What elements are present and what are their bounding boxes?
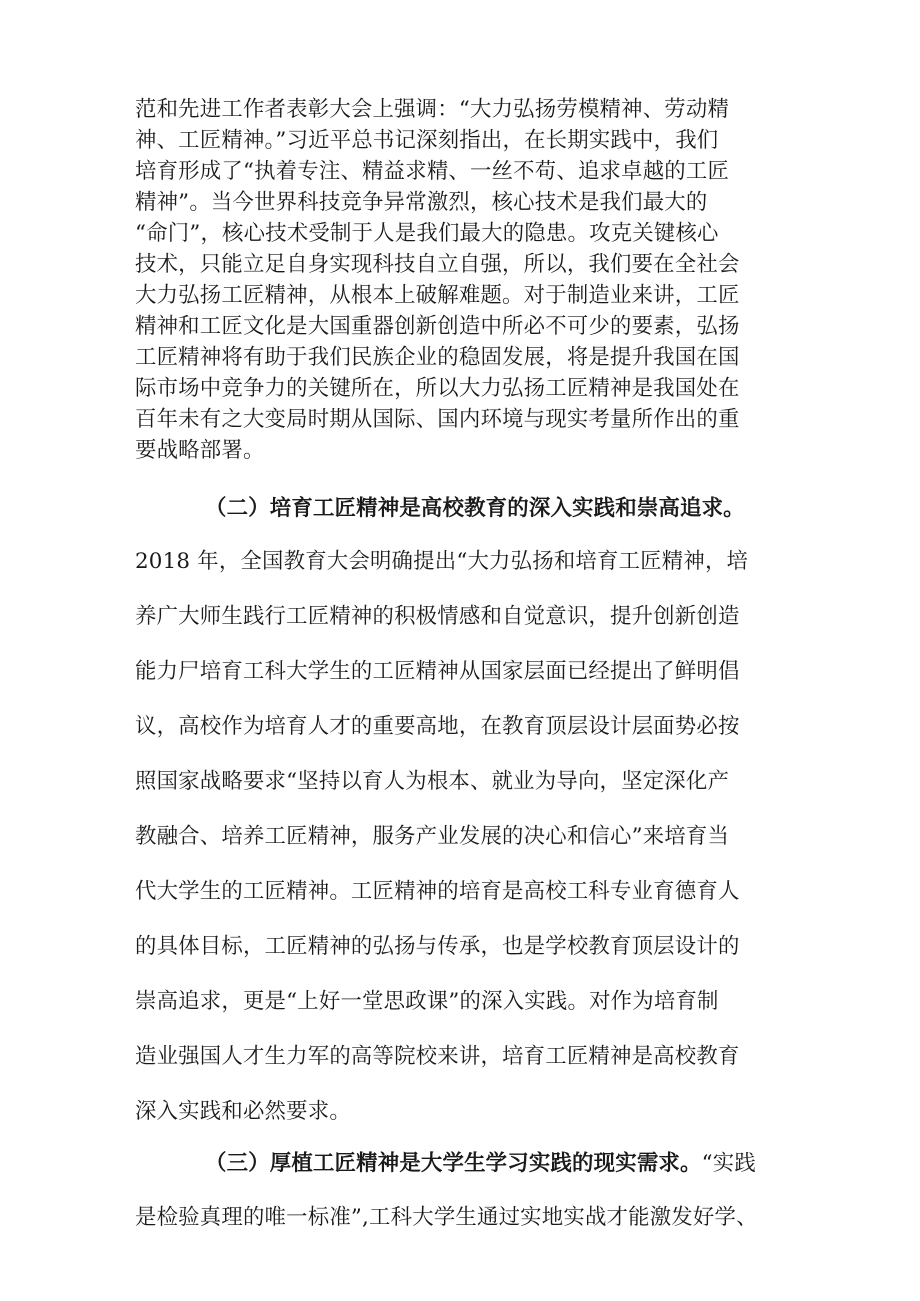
text-line: 技术，只能立足自身实现科技自立自强，所以，我们要在全社会 [135,252,740,277]
text-line: 培育形成了“执着专注、精益求精、一丝不苟、追求卓越的工匠 [135,159,730,184]
text-line: 是检验真理的唯一标准”,工科大学生通过实地实战才能激发好学、 [135,1205,758,1230]
text-line: 深入实践和必然要求。 [135,1099,351,1124]
text-line: 精神”。当今世界科技竞争异常激烈，核心技术是我们最大的 [135,190,708,215]
text-line: 2018 年，全国教育大会明确提出“大力弘扬和培育工匠精神，培 [135,549,749,574]
text-line: 崇高追求，更是“上好一堂思政课”的深入实践。对作为培育制 [135,989,719,1014]
text-line: 际市场中竞争力的关键所在，所以大力弘扬工匠精神是我国处在 [135,376,740,401]
text-line: 的具体目标，工匠精神的弘扬与传承，也是学校教育顶层设计的 [135,934,740,959]
text-line: 教融合、培养工匠精神，服务产业发展的决心和信心”来培育当 [135,824,730,849]
text-line: 工匠精神将有助于我们民族企业的稳固发展，将是提升我国在国 [135,345,740,370]
text-line: 神、工匠精神。”习近平总书记深刻指出，在长期实践中，我们 [135,128,719,153]
paragraph-3-text: “实践 [701,1151,756,1176]
text-line: 照国家战略要求“坚持以育人为根本、就业为导向，坚定深化产 [135,769,730,794]
text-line: 代大学生的工匠精神。工匠精神的培育是高校工科专业育德育人 [135,879,740,904]
text-line: 造业强国人才生力军的高等院校来讲，培育工匠精神是高校教育 [135,1044,740,1069]
text-line: 大力弘扬工匠精神，从根本上破解难题。对于制造业来讲，工匠 [135,283,740,308]
text-line: 养广大师生践行工匠精神的积极情感和自觉意识，提升创新创造 [135,604,740,629]
text-line: 能力尸培育工科大学生的工匠精神从国家层面已经提出了鲜明倡 [135,659,740,684]
section-heading-2: （二）培育工匠精神是高校教育的深入实践和崇高追求。 [205,496,745,521]
text-line: 精神和工匠文化是大国重器创新创造中所必不可少的要素，弘扬 [135,314,740,339]
text-line [205,1150,795,1178]
text-line: 范和先进工作者表彰大会上强调：“大力弘扬劳模精神、劳动精 [135,97,730,122]
text-line: 议，高校作为培育人才的重要高地，在教育顶层设计层面势必按 [135,714,740,739]
text-line: 百年未有之大变局时期从国际、国内环境与现实考量所作出的重 [135,407,740,432]
text-line: 要战略部署。 [135,438,265,463]
section-heading-3: （三）厚植工匠精神是大学生学习实践的现实需求。 [205,1151,702,1176]
text-line: “命门”，核心技术受制于人是我们最大的隐患。攻克关键核心 [135,221,719,246]
